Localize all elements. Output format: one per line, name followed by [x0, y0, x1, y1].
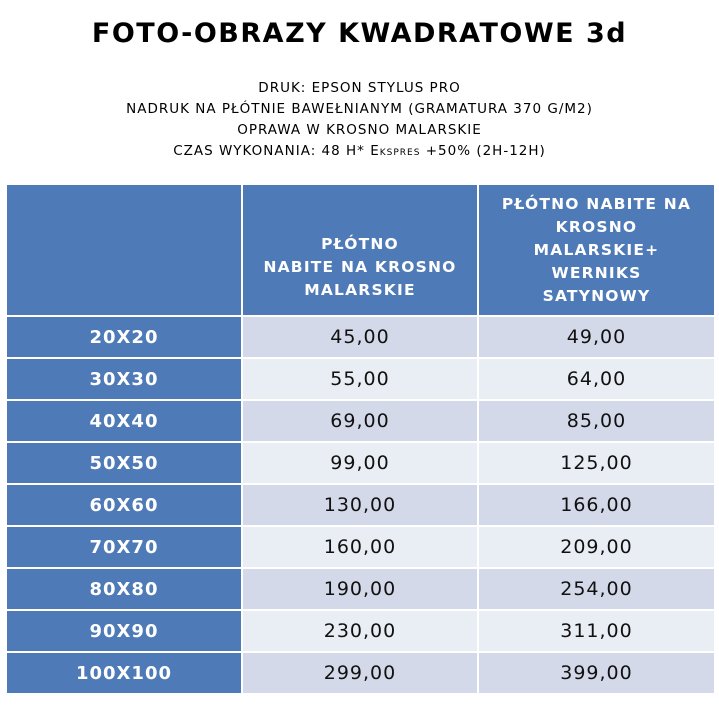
price-table — [5, 183, 716, 695]
table-row — [6, 568, 715, 610]
page-title: FOTO-OBRAZY KWADRATOWE 3d — [91, 18, 628, 49]
price-canvas-cell: 160,00 — [242, 526, 478, 568]
price-varnish-cell: 64,00 — [478, 358, 715, 400]
price-varnish-cell: 166,00 — [478, 484, 715, 526]
size-cell: 60X60 — [6, 484, 242, 526]
header-size-cell — [6, 184, 242, 316]
price-canvas-cell: 190,00 — [242, 568, 478, 610]
size-cell: 70X70 — [6, 526, 242, 568]
header-line: MALARSKIE+ — [533, 240, 660, 259]
price-canvas-cell: 230,00 — [242, 610, 478, 652]
table-row — [6, 484, 715, 526]
price-varnish-cell: 209,00 — [478, 526, 715, 568]
table-row — [6, 610, 715, 652]
price-canvas-cell: 99,00 — [242, 442, 478, 484]
price-canvas-cell: 69,00 — [242, 400, 478, 442]
info-line-frame: OPRAWA W KROSNO MALARSKIE — [237, 122, 482, 138]
price-canvas-cell: 130,00 — [242, 484, 478, 526]
size-cell: 100X100 — [6, 652, 242, 694]
table-row — [6, 316, 715, 358]
header-line: SATYNOWY — [542, 286, 651, 305]
table-row — [6, 400, 715, 442]
size-cell: 90X90 — [6, 610, 242, 652]
table-row — [6, 358, 715, 400]
price-varnish-cell: 254,00 — [478, 568, 715, 610]
header-canvas-framed — [242, 184, 478, 316]
table-row — [6, 652, 715, 694]
size-cell: 50X50 — [6, 442, 242, 484]
size-cell: 80X80 — [6, 568, 242, 610]
table-row — [6, 526, 715, 568]
info-line-print: DRUK: EPSON STYLUS PRO — [258, 80, 461, 96]
print-info — [0, 78, 719, 162]
price-canvas-cell: 45,00 — [242, 316, 478, 358]
size-cell: 20X20 — [6, 316, 242, 358]
info-line-lead-time: CZAS WYKONANIA: 48 H* Ekspres +50% (2H-12H) — [173, 143, 546, 159]
header-line: WERNIKS — [551, 263, 642, 282]
price-varnish-cell: 49,00 — [478, 316, 715, 358]
size-cell: 30X30 — [6, 358, 242, 400]
header-line: MALARSKIE — [304, 280, 416, 299]
price-varnish-cell: 125,00 — [478, 442, 715, 484]
info-line-canvas: NADRUK NA PŁÓTNIE BAWEŁNIANYM (GRAMATURA 370 G/M2) — [126, 101, 593, 117]
header-line: PŁÓTNO NABITE NA — [501, 194, 692, 213]
table-row — [6, 442, 715, 484]
table-header-row — [6, 184, 715, 316]
header-line: NABITE NA KROSNO — [263, 257, 457, 276]
price-varnish-cell: 399,00 — [478, 652, 715, 694]
size-cell: 40X40 — [6, 400, 242, 442]
price-canvas-cell: 55,00 — [242, 358, 478, 400]
header-line: KROSNO — [555, 217, 638, 236]
header-line: PŁÓTNO — [321, 234, 399, 253]
header-canvas-framed-varnish — [478, 184, 715, 316]
price-varnish-cell: 311,00 — [478, 610, 715, 652]
price-varnish-cell: 85,00 — [478, 400, 715, 442]
price-canvas-cell: 299,00 — [242, 652, 478, 694]
